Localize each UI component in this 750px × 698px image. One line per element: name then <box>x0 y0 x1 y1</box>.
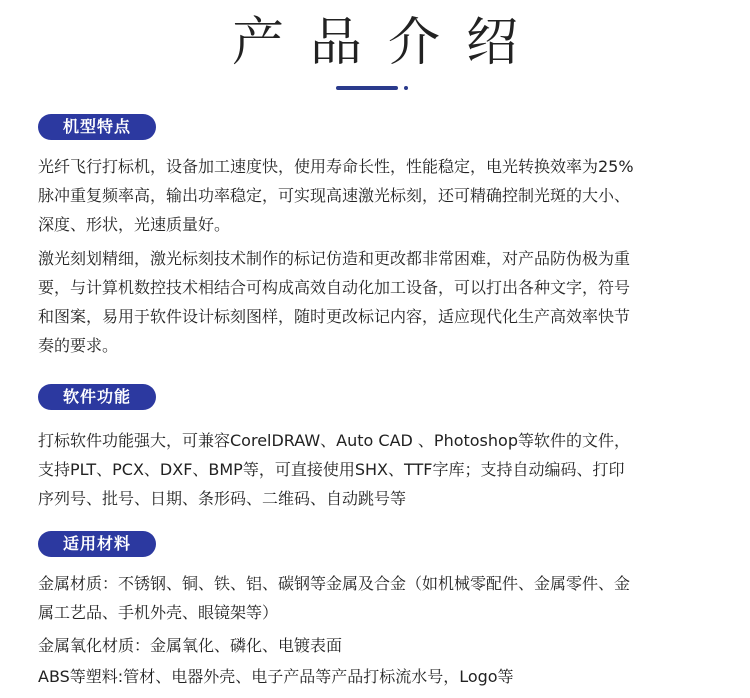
section-badge-software: 软件功能 <box>38 384 156 410</box>
materials-paragraph-oxide <box>38 631 730 660</box>
page-title: 产品介绍 <box>231 13 544 73</box>
text-line: 脉冲重复频率高，输出功率稳定，可实现高速激光标刻，还可精确控制光斑的大小、 <box>38 186 631 205</box>
materials-paragraph-plastic <box>38 662 730 691</box>
section-badge-materials: 适用材料 <box>38 531 156 557</box>
text-line: 光纤飞行打标机，设备加工速度快，使用寿命长性，性能稳定，电光转换效率为25% <box>38 157 634 176</box>
features-paragraph-2 <box>38 244 730 360</box>
text-line: 奏的要求。 <box>38 336 119 355</box>
text-line: 属工艺品、手机外壳、眼镜架等） <box>38 603 279 622</box>
text-line: 激光刻划精细，激光标刻技术制作的标记仿造和更改都非常困难，对产品防伪极为重 <box>38 249 631 268</box>
text-line: 打标软件功能强大，可兼容CorelDRAW、Auto CAD 、Photoshop等软件的文件， <box>38 431 630 450</box>
text-line: 序列号、批号、日期、条形码、二维码、自动跳号等 <box>38 489 407 508</box>
materials-paragraph-metal <box>38 569 730 627</box>
title-underline-dot <box>404 86 408 90</box>
text-line: 支持PLT、PCX、DXF、BMP等，可直接使用SHX、TTF字库；支持自动编码、打印 <box>38 460 625 479</box>
text-line: 金属氧化材质：金属氧化、磷化、电镀表面 <box>38 636 343 655</box>
text-line: 要，与计算机数控技术相结合可构成高效自动化加工设备，可以打出各种文字，符号 <box>38 278 631 297</box>
text-line: 金属材质：不锈钢、铜、铁、铝、碳钢等金属及合金（如机械零配件、金属零件、金 <box>38 574 631 593</box>
text-line: 深度、形状，光速质量好。 <box>38 215 231 234</box>
features-paragraph-1 <box>38 152 730 239</box>
title-underline <box>336 86 398 90</box>
section-badge-features: 机型特点 <box>38 114 156 140</box>
text-line: ABS等塑料:管材、电器外壳、电子产品等产品打标流水号，Logo等 <box>38 667 514 686</box>
software-paragraph <box>38 426 730 513</box>
text-line: 和图案，易用于软件设计标刻图样，随时更改标记内容，适应现代化生产高效率快节 <box>38 307 631 326</box>
